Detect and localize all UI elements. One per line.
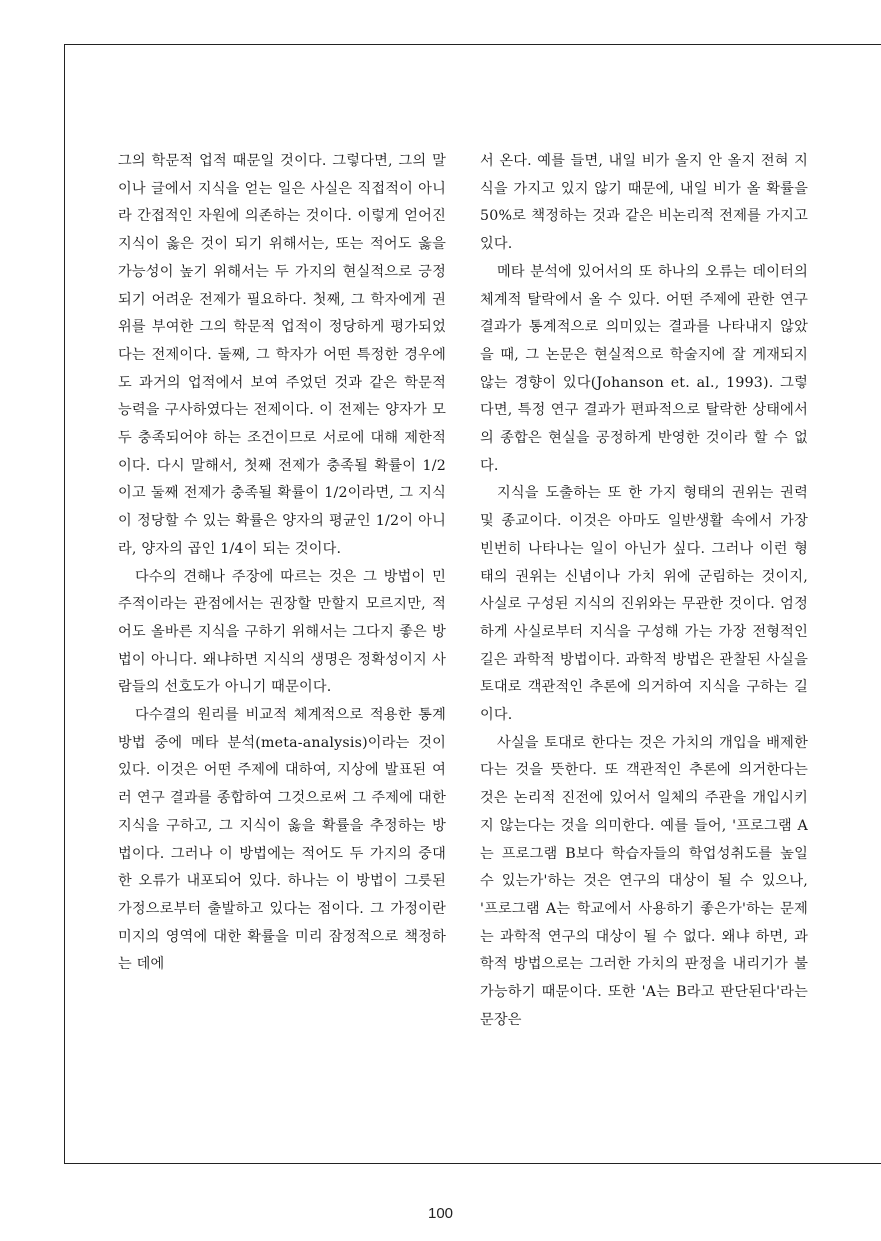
page-number: 100 [427,1205,454,1222]
paragraph: 그의 학문적 업적 때문일 것이다. 그렇다면, 그의 말이나 글에서 지식을 얻는 일은 사실은 직접적이 아니라 간접적인 자원에 의존하는 것이다. 이렇게 얻어진 지식이 옳은 것이 되기 위해서는, 또는 적어도 옳을 가능성이 높기 위해서는 두 가지의 현실적으로 긍정되기 어려운 전제가 필요하다. 첫째, 그 학자에게 권위를 부여한 그의 학문적 업적이 정당하게 평가되었다는 전제이다. 둘째, 그 학자가 어떤 특정한 경우에도 과거의 업적에서 보여 주었던 것과 같은 학문적 능력을 구사하였다는 전제이다. 이 전제는 양자가 모두 충족되어야 하는 조건이므로 서로에 대해 제한적이다. 다시 말해서, 첫째 전제가 충족될 확률이 1/2이고 둘째 전제가 충족될 확률이 1/2이라면, 그 지식이 정당할 수 있는 확률은 양자의 평균인 1/2이 아니라, 양자의 곱인 1/4이 되는 것이다. [118,153,446,557]
paragraph: 다수의 견해나 주장에 따르는 것은 그 방법이 민주적이라는 관점에서는 권장할 만할지 모르지만, 적어도 올바른 지식을 구하기 위해서는 그다지 좋은 방법이 아니다. 왜냐하면 지식의 생명은 정확성이지 사람들의 선호도가 아니기 때문이다. [118,568,446,696]
paragraph: 사실을 토대로 한다는 것은 가치의 개입을 배제한다는 것을 뜻한다. 또 객관적인 추론에 의거한다는 것은 논리적 진전에 있어서 일체의 주관을 개입시키지 않는다는 것을 의미한다. 예를 들어, '프로그램 A는 프로그램 B보다 학습자들의 학업성취도를 높일 수 있는가'하는 것은 연구의 대상이 될 수 있으나, '프로그램 A는 학교에서 사용하기 좋은가'하는 문제는 과학적 연구의 대상이 될 수 없다. 왜냐 하면, 과학적 방법으로는 그러한 가치의 판정을 내리기가 불가능하기 때문이다. 또한 'A는 B라고 판단된다'라는 문장은 [480,734,808,1028]
paragraph: 메타 분석에 있어서의 또 하나의 오류는 데이터의 체계적 탈락에서 올 수 있다. 어떤 주제에 관한 연구 결과가 통계적으로 의미있는 결과를 나타내지 않았을 때, 그 논문은 현실적으로 학술지에 잘 게재되지 않는 경향이 있다(Johanson et. al., 1993). 그렇다면, 특정 연구 결과가 편파적으로 탈락한 상태에서의 종합은 현실을 공정하게 반영한 것이라 할 수 없다. [480,263,808,474]
right-column [480,148,808,1035]
paragraph: 서 온다. 예를 들면, 내일 비가 올지 안 올지 전혀 지식을 가지고 있지 않기 때문에, 내일 비가 올 확률을 50%로 책정하는 것과 같은 비논리적 전제를 가지고 있다. [480,153,808,253]
paragraph: 지식을 도출하는 또 한 가지 형태의 권위는 권력 및 종교이다. 이것은 아마도 일반생활 속에서 가장 빈번히 나타나는 일이 아닌가 싶다. 그러나 이런 형태의 권위는 신념이나 가치 위에 군림하는 것이지, 사실로 구성된 지식의 진위와는 무관한 것이다. 엄정하게 사실로부터 지식을 구성해 가는 가장 전형적인 길은 과학적 방법이다. 과학적 방법은 관찰된 사실을 토대로 객관적인 추론에 의거하여 지식을 구하는 길이다. [480,485,808,724]
paragraph: 다수결의 원리를 비교적 체계적으로 적용한 통계 방법 중에 메타 분석(meta-analysis)이라는 것이 있다. 이것은 어떤 주제에 대하여, 지상에 발표된 여러 연구 결과를 종합하여 그것으로써 그 주제에 대한 지식을 구하고, 그 지식이 옳을 확률을 추정하는 방법이다. 그러나 이 방법에는 적어도 두 가지의 중대한 오류가 내포되어 있다. 하나는 이 방법이 그릇된 가정으로부터 출발하고 있다는 점이다. 그 가정이란 미지의 영역에 대한 확률을 미리 잠정적으로 책정하는 데에 [118,707,446,973]
left-column [118,148,446,979]
